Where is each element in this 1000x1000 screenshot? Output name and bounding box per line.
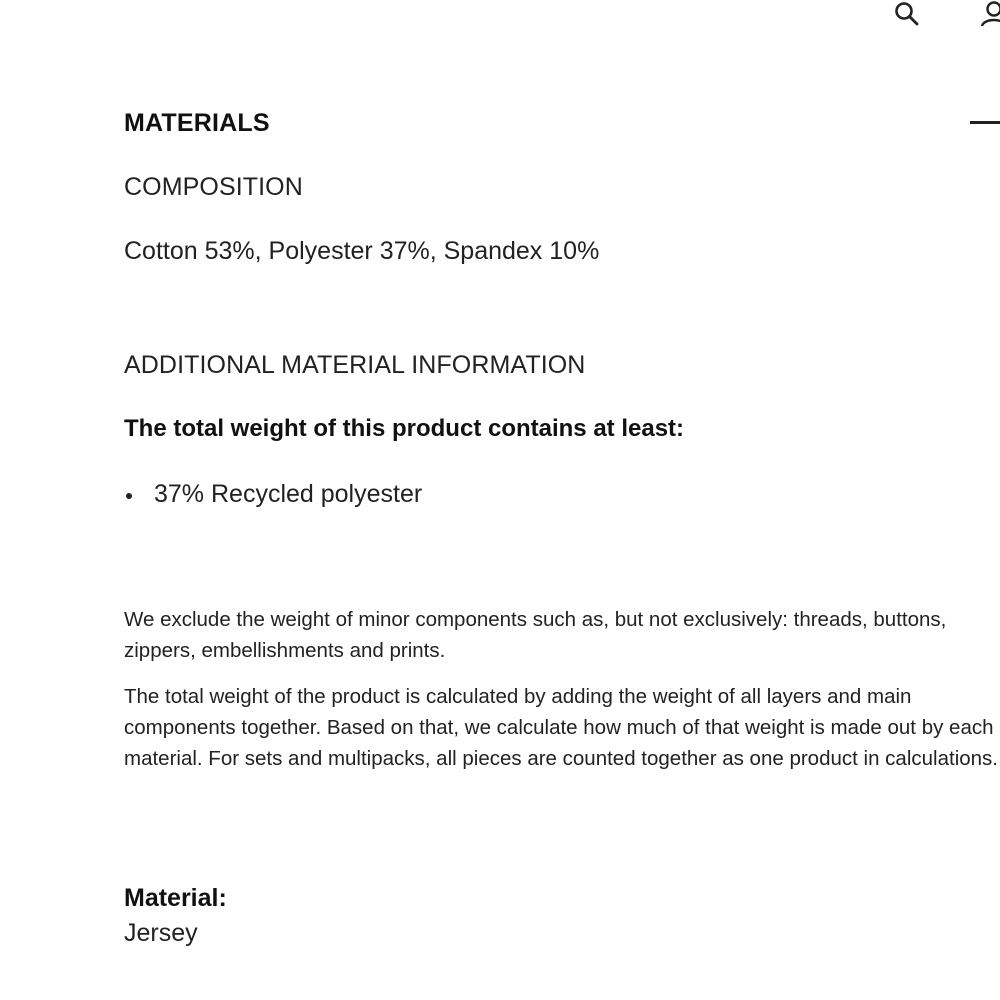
list-item: 37% Recycled polyester [124, 479, 422, 509]
total-weight-note: The total weight of the product is calculated by adding the weight of all layers and main components together. Based on that, we calculate how much of that weight is made out by each material. For sets and multipacks, all pieces are counted together as one product in calculations. [124, 685, 998, 770]
composition-heading: COMPOSITION [124, 173, 303, 201]
header-toolbar [0, 0, 1000, 40]
exclude-note: We exclude the weight of minor components such as, but not exclusively: threads, buttons, zippers, embellishments and prints. [124, 608, 947, 662]
search-icon [890, 0, 924, 34]
material-label: Material: [124, 884, 227, 912]
weight-intro-text: The total weight of this product contains at least: [124, 415, 685, 442]
recycled-material-list [124, 479, 422, 509]
account-button[interactable] [980, 0, 1000, 34]
collapse-minus-icon[interactable] [970, 121, 1000, 124]
account-icon [980, 0, 1000, 34]
materials-title: MATERIALS [124, 109, 270, 137]
material-value: Jersey [124, 919, 198, 947]
additional-material-heading: ADDITIONAL MATERIAL INFORMATION [124, 351, 586, 379]
search-button[interactable] [890, 0, 924, 34]
materials-accordion-header[interactable] [124, 108, 1000, 138]
composition-text: Cotton 53%, Polyester 37%, Spandex 10% [124, 237, 600, 265]
